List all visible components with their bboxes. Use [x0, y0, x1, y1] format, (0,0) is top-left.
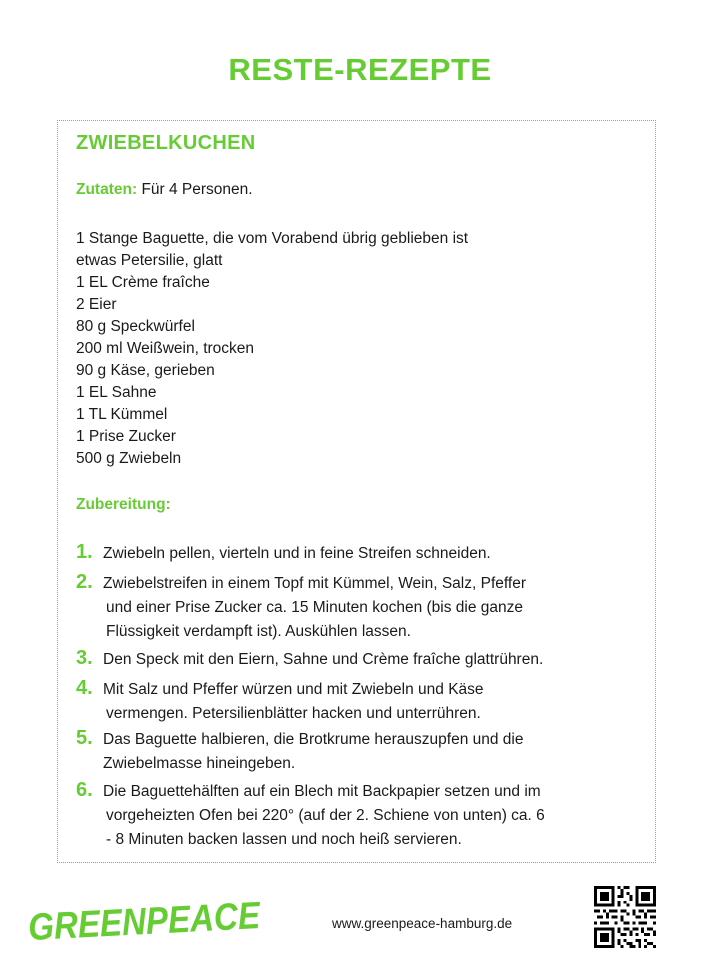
- logo-text: GREENPEACE: [27, 893, 296, 950]
- step-number: 3.: [76, 647, 93, 669]
- step-item: [76, 726, 524, 776]
- step-text: vermengen. Petersilienblätter hacken und unterrühren.: [106, 705, 481, 722]
- ingredient-item: 80 g Speckwürfel: [76, 318, 195, 335]
- step-text: Das Baguette halbieren, die Brotkrume herauszupfen und die: [103, 731, 524, 748]
- step-text: - 8 Minuten backen lassen und noch heiß servieren.: [106, 831, 462, 848]
- step-item: [76, 570, 526, 644]
- step-text: Den Speck mit den Eiern, Sahne und Crème fraîche glattrühren.: [103, 651, 544, 668]
- ingredient-item: 200 ml Weißwein, trocken: [76, 340, 255, 357]
- page-title: RESTE-REZEPTE: [228, 52, 492, 87]
- step-text: Mit Salz und Pfeffer würzen und mit Zwiebeln und Käse: [103, 681, 484, 698]
- step-number: 1.: [76, 541, 93, 563]
- website-link[interactable]: www.greenpeace-hamburg.de: [332, 916, 513, 931]
- greenpeace-logo: [26, 893, 296, 950]
- step-text: Die Baguettehälften auf ein Blech mit Backpapier setzen und im: [103, 783, 541, 800]
- step-item: [76, 646, 543, 672]
- step-number: 6.: [76, 779, 93, 801]
- servings-text: Für 4 Personen.: [137, 181, 253, 198]
- step-text: Flüssigkeit verdampft ist). Auskühlen lassen.: [106, 623, 411, 640]
- ingredient-list: [76, 228, 468, 470]
- ingredient-item: 90 g Käse, gerieben: [76, 362, 215, 379]
- recipe-title: ZWIEBELKUCHEN: [76, 132, 256, 154]
- ingredient-item: 1 EL Sahne: [76, 384, 157, 401]
- ingredient-item: 1 TL Kümmel: [76, 406, 168, 423]
- step-text: Zwiebelmasse hineingeben.: [103, 755, 296, 772]
- step-text: vorgeheizten Ofen bei 220° (auf der 2. Schiene von unten) ca. 6: [106, 807, 545, 824]
- ingredient-item: 1 Prise Zucker: [76, 428, 176, 445]
- step-item: [76, 676, 484, 726]
- ingredient-item: 1 Stange Baguette, die vom Vorabend übrig geblieben ist: [76, 230, 469, 247]
- ingredient-item: 2 Eier: [76, 296, 117, 313]
- step-item: [76, 778, 545, 852]
- step-text: Zwiebelstreifen in einem Topf mit Kümmel, Wein, Salz, Pfeffer: [103, 575, 526, 592]
- step-item: [76, 540, 491, 566]
- qr-code-icon: [594, 886, 656, 948]
- preparation-label: Zubereitung:: [76, 496, 171, 513]
- ingredients-header: [76, 180, 253, 200]
- ingredient-item: 500 g Zwiebeln: [76, 450, 182, 467]
- ingredient-item: etwas Petersilie, glatt: [76, 252, 223, 269]
- ingredient-item: 1 EL Crème fraîche: [76, 274, 210, 291]
- step-number: 4.: [76, 677, 93, 699]
- step-text: und einer Prise Zucker ca. 15 Minuten kochen (bis die ganze: [106, 599, 524, 616]
- step-number: 2.: [76, 571, 93, 593]
- step-text: Zwiebeln pellen, vierteln und in feine Streifen schneiden.: [103, 545, 491, 562]
- step-number: 5.: [76, 727, 93, 749]
- ingredients-label: Zutaten:: [76, 181, 138, 198]
